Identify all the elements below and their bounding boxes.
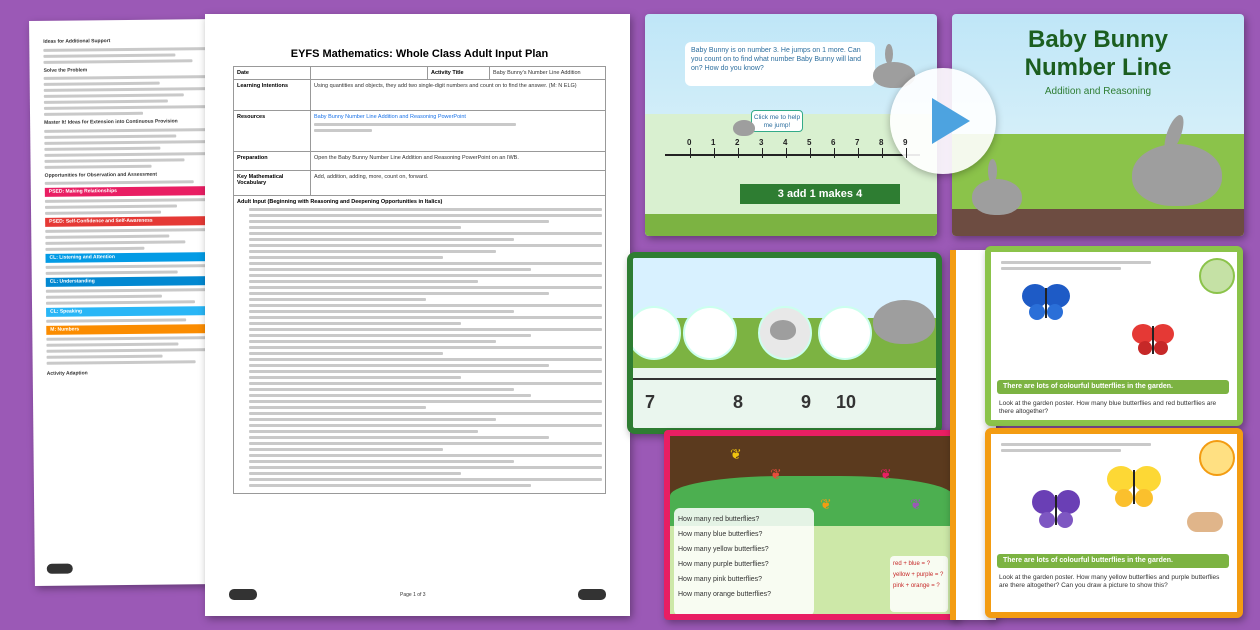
twinkl-logo <box>229 589 257 600</box>
support-heading: Ideas for Additional Support <box>43 38 111 45</box>
preparation: Open the Baby Bunny Number Line Addition and Reasoning PowerPoint on an IWB. <box>314 155 519 161</box>
extension-heading: Master It! Ideas for Extension into Continuous Provision <box>44 118 178 126</box>
bar-cl-listening: CL: Listening and Attention <box>45 252 210 263</box>
number-line-tick <box>786 148 787 158</box>
number-label: 8 <box>733 392 744 412</box>
big-bunny-image <box>873 300 935 344</box>
number-line-label: 0 <box>687 138 692 147</box>
preparation-label: Preparation <box>234 152 311 170</box>
butterfly-icon: ❦ <box>880 466 892 482</box>
number-line-label: 7 <box>855 138 860 147</box>
number-line-label: 5 <box>807 138 812 147</box>
speech-bubble <box>685 42 875 86</box>
butterfly-icon: ❦ <box>820 496 832 512</box>
bubble-text: Baby Bunny is on number 3. He jumps on 1 more. Can you count on to find what number Baby Bunny will land on? How do you know? <box>691 47 862 72</box>
blue-butterfly-icon <box>1021 282 1071 322</box>
number-line-tick <box>714 148 715 158</box>
number-line-label: 6 <box>831 138 836 147</box>
number-line-tick <box>834 148 835 158</box>
learning-intentions-label: Learning Intentions <box>234 80 311 110</box>
vocab: Add, addition, adding, more, count on, forward. <box>314 174 429 180</box>
sum-red-blue: red + blue = ? <box>893 561 931 567</box>
resources-link[interactable]: Baby Bunny Number Line Addition and Reasoning PowerPoint <box>314 114 466 120</box>
card-question: Look at the garden poster. How many blue butterflies and red butterflies are there altogether? <box>999 400 1217 415</box>
bunny-ear <box>885 44 893 64</box>
answer-banner <box>740 184 900 204</box>
play-button[interactable] <box>890 68 996 174</box>
butterfly-icon: ❦ <box>910 496 922 512</box>
answer-circle <box>818 306 872 360</box>
number-line-tick <box>858 148 859 158</box>
baby-bunny-image[interactable] <box>733 120 755 136</box>
bar-psed-confidence: PSED: Self-Confidence and Self-Awareness <box>45 216 210 227</box>
click-me-text: Click me to help me jump! <box>753 114 801 129</box>
activity-card-yellow-purple <box>985 428 1243 618</box>
learning-intentions: Using quantities and objects, they add two single-digit numbers and count on to find the answer. (M: N ELG) <box>314 83 577 89</box>
card-banner-text: There are lots of colourful butterflies in the garden. <box>1003 557 1173 564</box>
purple-butterfly-icon <box>1031 489 1081 531</box>
assessment-heading: Opportunities for Observation and Assessment <box>44 171 158 179</box>
number-line <box>633 378 936 380</box>
bar-psed-relationships: PSED: Making Relationships <box>45 186 210 197</box>
date-label: Date <box>234 67 311 79</box>
page-number: Page 1 of 3 <box>400 591 426 598</box>
number-line-label: 3 <box>759 138 764 147</box>
subtitle: Addition and Reasoning <box>1044 86 1152 97</box>
card-banner-text: There are lots of colourful butterflies in the garden. <box>1003 383 1173 390</box>
number-label: 10 <box>836 392 857 412</box>
questions-panel <box>674 508 814 616</box>
sum-yellow-purple: yellow + purple = ? <box>893 572 944 578</box>
adult-input-heading: Adult Input (Beginning with Reasoning and Deepening Opportunities in Italics) <box>237 199 443 205</box>
question-yellow: How many yellow butterflies? <box>678 546 769 553</box>
number-line-label: 1 <box>711 138 716 147</box>
title-line-2: Number Line <box>1024 54 1172 81</box>
adaption-heading: Activity Adaption <box>46 370 88 377</box>
big-bunny-image <box>1132 144 1222 206</box>
activity-title-label: Activity Title <box>428 67 490 79</box>
slide-circles <box>627 252 942 434</box>
baby-bunny-image <box>770 320 796 340</box>
title-line-1: Baby Bunny <box>1027 26 1168 53</box>
question-orange: How many orange butterflies? <box>678 591 771 598</box>
number-line-label: 9 <box>903 138 908 147</box>
number-label: 9 <box>801 392 812 412</box>
twinkl-logo <box>47 564 73 574</box>
number-line-tick <box>906 148 907 158</box>
bar-m-numbers: M: Numbers <box>46 324 211 335</box>
yellow-butterfly-icon <box>1106 464 1162 510</box>
number-line-label: 2 <box>735 138 740 147</box>
sums-panel <box>890 556 948 612</box>
red-butterfly-icon <box>1131 322 1175 358</box>
support-document <box>29 19 220 586</box>
number-line-tick <box>762 148 763 158</box>
card-banner <box>997 380 1229 394</box>
question-red: How many red butterflies? <box>678 516 760 523</box>
lesson-plan-document <box>205 14 630 616</box>
butterfly-icon: ❦ <box>770 466 782 482</box>
question-pink: How many pink butterflies? <box>678 576 763 583</box>
bar-cl-speaking: CL: Speaking <box>46 306 211 317</box>
number-label: 7 <box>645 392 656 412</box>
butterfly-icon: ❦ <box>730 446 742 462</box>
number-line-label: 8 <box>879 138 884 147</box>
number-line-tick <box>882 148 883 158</box>
number-line-tick <box>690 148 691 158</box>
activity-card-blue-red <box>985 246 1243 426</box>
card-icon <box>1199 258 1235 294</box>
card-icon <box>1199 440 1235 476</box>
garden-poster <box>664 430 959 620</box>
click-me-bubble[interactable] <box>751 110 803 132</box>
number-line-tick <box>810 148 811 158</box>
answer-circle <box>683 306 737 360</box>
banner-text: 3 add 1 makes 4 <box>777 188 863 200</box>
answer-circle <box>627 306 681 360</box>
twinkl-logo <box>578 589 606 600</box>
card-banner <box>997 554 1229 568</box>
problem-heading: Solve the Problem <box>43 66 88 74</box>
bar-cl-understanding: CL: Understanding <box>46 276 211 287</box>
number-line-label: 4 <box>783 138 788 147</box>
resources-label: Resources <box>234 111 311 151</box>
activity-title: Baby Bunny's Number Line Addition <box>493 70 581 76</box>
pencil-hand-icon <box>1187 512 1223 532</box>
sum-pink-orange: pink + orange = ? <box>893 583 940 589</box>
baby-bunny-image <box>972 179 1022 215</box>
card-question: Look at the garden poster. How many yellow butterflies and purple butterflies are there altogether? Can you draw a picture to show this? <box>999 574 1220 589</box>
question-blue: How many blue butterflies? <box>678 531 763 538</box>
vocab-label: Key Mathematical Vocabulary <box>234 171 311 195</box>
play-icon <box>890 68 996 174</box>
plan-title: EYFS Mathematics: Whole Class Adult Input Plan <box>290 48 549 60</box>
question-purple: How many purple butterflies? <box>678 561 769 568</box>
number-line-tick <box>738 148 739 158</box>
